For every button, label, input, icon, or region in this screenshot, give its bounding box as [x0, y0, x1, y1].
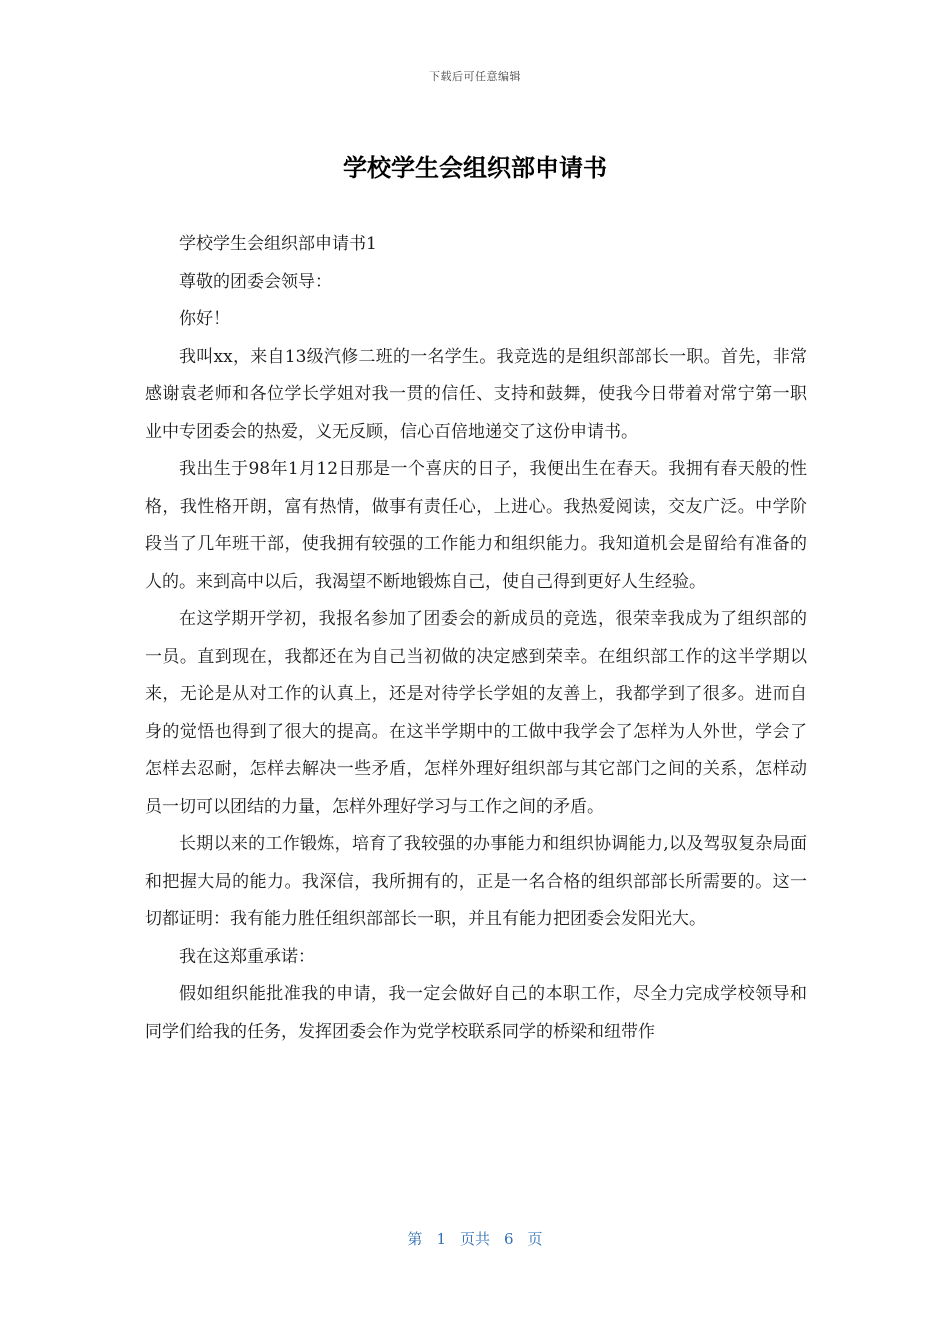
- paragraph-abilities: 长期以来的工作锻炼，培育了我较强的办事能力和组织协调能力,以及驾驭复杂局面和把握大局的能力。我深信，我所拥有的，正是一名合格的组织部部长所需要的。这一切都证明：我有能力胜任组织部部长一职，并且有能力把团委会发阳光大。: [145, 834, 807, 929]
- paragraph-heading: 学校学生会组织部申请书1: [179, 234, 377, 254]
- page-label-suffix: 页: [527, 1230, 543, 1248]
- paragraph-promise-intro: 我在这郑重承诺：: [179, 946, 315, 967]
- paragraph-greeting: 你好！: [179, 309, 230, 329]
- header-note: 下载后可任意编辑: [429, 70, 521, 83]
- paragraph-background: 我出生于98年1月12日那是一个喜庆的日子，我便出生在春天。我拥有春天般的性格，我性格开朗，富有热情，做事有责任心，上进心。我热爱阅读，交友广泛。中学阶段当了几年班干部，使我拥有较强的工作能力和组织能力。我知道机会是留给有准备的人的。来到高中以后，我渴望不断地锻炼自己，使自己得到更好人生经验。: [145, 459, 807, 592]
- page-label-prefix: 第: [407, 1230, 423, 1248]
- page-number: 1: [436, 1230, 446, 1248]
- paragraph-salutation: 尊敬的团委会领导：: [179, 271, 332, 292]
- page-total: 6: [504, 1230, 514, 1248]
- paragraph-introduction: 我叫xx，来自13级汽修二班的一名学生。我竞选的是组织部部长一职。首先，非常感谢袁老师和各位学长学姐对我一贯的信任、支持和鼓舞，使我今日带着对常宁第一职业中专团委会的热爱，义无反顾，信心百倍地递交了这份申请书。: [145, 346, 807, 442]
- document-body: [145, 226, 807, 1051]
- page-footer: [0, 1228, 950, 1249]
- page-label-middle: 页共: [459, 1230, 490, 1248]
- paragraph-experience: 在这学期开学初，我报名参加了团委会的新成员的竞选，很荣幸我成为了组织部的一员。直到现在，我都还在为自己当初做的决定感到荣幸。在组织部工作的这半学期以来，无论是从对工作的认真上，还是对待学长学姐的友善上，我都学到了很多。进而自身的觉悟也得到了很大的提高。在这半学期中的工做中我学会了怎样为人外世，学会了怎样去忍耐，怎样去解决一些矛盾，怎样外理好组织部与其它部门之间的关系，怎样动员一切可以团结的力量，怎样外理好学习与工作之间的矛盾。: [145, 609, 807, 817]
- paragraph-promise: 假如组织能批准我的申请，我一定会做好自己的本职工作，尽全力完成学校领导和同学们给我的任务，发挥团委会作为党学校联系同学的桥梁和纽带作: [145, 984, 807, 1042]
- document-title: 学校学生会组织部申请书: [343, 154, 607, 182]
